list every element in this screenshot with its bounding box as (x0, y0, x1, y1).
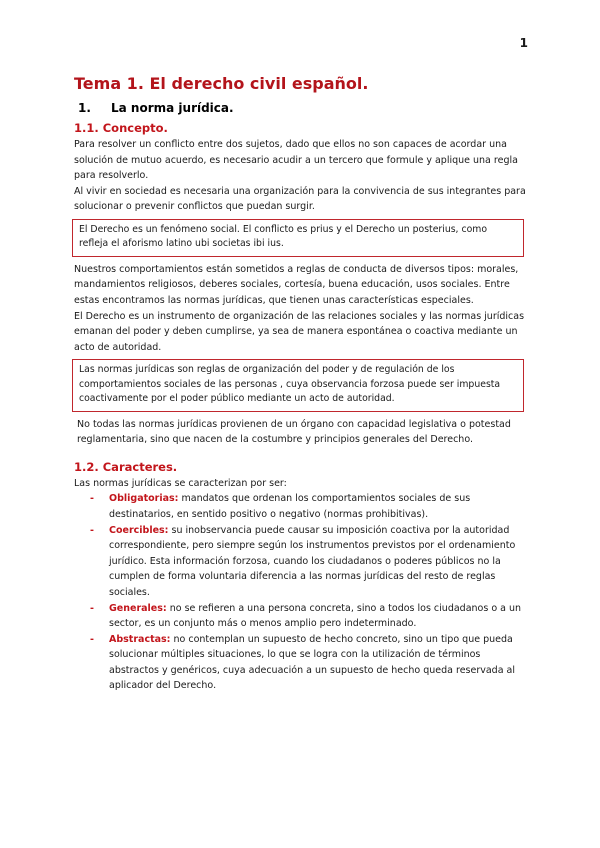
dash-bullet: - (90, 493, 94, 505)
list-item-text: su inobservancia puede causar su imposición coactiva por la autoridad correspondiente, pero siempre según los instrumentos previstos por el ordenamiento jurídico. Esta información forzosa, cuando los ciudadanos o poderes públicos no la cumplen de forma voluntaria diferencia a las normas jurídicas del resto de reglas sociales. (109, 524, 516, 598)
paragraph: Las normas jurídicas se caracterizan por ser: (74, 477, 287, 489)
paragraph: Para resolver un conflicto entre dos sujetos, dado que ellos no son capaces de acordar una solución de mutuo acuerdo, es necesario acudir a un tercero que formule y aplique una regla para resolverlo. (74, 139, 518, 182)
list-item (74, 601, 528, 632)
subsection-heading-caracteres: 1.2. Caracteres. (74, 459, 178, 474)
paragraph: No todas las normas jurídicas provienen de un órgano con capacidad legislativa o potestad reglamentaria, sino que nacen de la costumbre y principios generales del Derecho. (77, 418, 511, 446)
paragraph: Al vivir en sociedad es necesaria una organización para la convivencia de sus integrantes para solucionar o prevenir conflictos que puedan surgir. (74, 185, 526, 213)
section-number: 1. (78, 101, 91, 115)
document-body (74, 74, 528, 694)
section-heading (74, 101, 528, 115)
subsection-heading-concepto: 1.1. Concepto. (74, 121, 168, 135)
list-item (74, 632, 528, 694)
list-item-term: Generales: (109, 602, 167, 614)
list-item-term: Coercibles: (109, 524, 169, 536)
characteristics-list (74, 491, 528, 694)
list-item (74, 491, 528, 522)
list-item-term: Obligatorias: (109, 493, 179, 505)
list-item-term: Abstractas: (109, 633, 171, 645)
document-title: Tema 1. El derecho civil español. (74, 74, 369, 93)
dash-bullet: - (90, 524, 94, 536)
highlight-box (72, 219, 524, 257)
list-item (74, 523, 528, 601)
dash-bullet: - (90, 633, 94, 645)
list-item-text: mandatos que ordenan los comportamientos sociales de sus destinatarios, en sentido positivo o negativo (normas prohibitivas). (109, 493, 471, 520)
paragraph: Nuestros comportamientos están sometidos a reglas de conducta de diversos tipos: morales, mandamientos religiosos, deberes sociales, cortesía, buena educación, usos sociales. Entre estas encontramos las normas jurídicas, que tienen unas características especiales. (74, 263, 519, 306)
section-title: La norma jurídica. (111, 101, 234, 115)
dash-bullet: - (90, 602, 94, 614)
definition-text: Las normas jurídicas son reglas de organización del poder y de regulación de los comportamientos sociales de las personas , cuya observancia forzosa puede ser impuesta coactivamente por el poder público mediante un acto de autoridad. (79, 364, 501, 405)
definition-box (72, 359, 524, 411)
paragraph: El Derecho es un instrumento de organización de las relaciones sociales y las normas jurídicas emanan del poder y deben cumplirse, ya sea de manera espontánea o coactiva mediante un acto de autoridad. (74, 310, 525, 353)
page-number: 1 (519, 36, 528, 50)
list-item-text: no se refieren a una persona concreta, sino a todos los ciudadanos o a un sector, es un conjunto más o menos amplio pero indeterminado. (109, 602, 522, 630)
list-item-text: no contemplan un supuesto de hecho concreto, sino un tipo que pueda solucionar múltiples situaciones, lo que se logra con la utilización de términos abstractos y genéricos, cuya adecuación a un supuesto de hecho queda reservada al aplicador del Derecho. (109, 633, 516, 692)
highlight-text: El Derecho es un fenómeno social. El conflicto es prius y el Derecho un posterius, como refleja el aforismo latino ubi societas ibi ius. (79, 223, 488, 250)
